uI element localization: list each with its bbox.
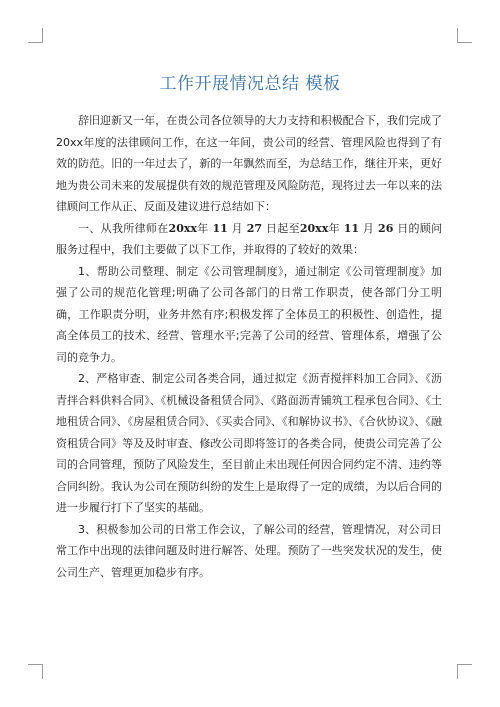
paragraph-item-3: 3、积极参加公司的日常工作会议，了解公司的经营，管理情况，对公司日常工作中出现的法律问题及时进行解答、处理。预防了一些突发状况的发生，使公司生产、管理更加稳步有序。: [56, 522, 442, 579]
crop-mark-bottom-left: [28, 664, 43, 679]
crop-mark-top-right: [457, 28, 472, 43]
crop-mark-top-left: [28, 28, 43, 43]
document-body: [56, 110, 442, 583]
paragraph-item-1: 1、帮助公司整理、制定《公司管理制度》，通过制定《公司管理制度》加强了公司的规范化管理;明确了公司各部门的日常工作职责，使各部门分工明确，工作职责分明，业务井然有序;积极发挥了全体员工的积极性、创造性，提高全体员工的技术、经营、管理水平;完善了公司的经营、管理体系，增强了公司的竞争力。: [56, 264, 442, 364]
document-title: 工作开展情况总结 模板: [159, 74, 341, 95]
paragraph-section-1: 一、从我所律师在20xx年 11 月 27 日起至20xx年 11 月 26 日的顾问服务过程中，我们主要做了以下工作，并取得的了较好的效果：: [56, 221, 443, 256]
crop-mark-bottom-right: [457, 664, 472, 679]
paragraph-intro: 辞旧迎新又一年，在贵公司各位领导的大力支持和积极配合下，我们完成了20xx年度的法律顾问工作，在这一年间，贵公司的经营、管理风险也得到了有效的防范。旧的一年过去了，新的一年飘然而至，为总结工作，继往开来，更好地为贵公司未来的发展提供有效的规范管理及风险防范，现将过去一年以来的法律顾问工作从正、反面及建议进行总结如下：: [56, 114, 442, 213]
paragraph-item-2: 2、严格审查、制定公司各类合同，通过拟定《沥青搅拌料加工合同》、《沥青拌合料供料合同》、《机械设备租赁合同》、《路面沥青铺筑工程承包合同》、《土地租赁合同》、《房屋租赁合同》、《买卖合同》、《和解协议书》、《合伙协议》、《融资租赁合同》等及及时审查、修改公司即将签订的各类合同，使贵公司完善了公司的合同管理，预防了风险发生，至目前止未出现任何因合同约定不清、违约等合同纠纷。我认为公司在预防纠纷的发生上是取得了一定的成绩，为以后合同的进一步履行打下了坚实的基础。: [56, 372, 442, 514]
